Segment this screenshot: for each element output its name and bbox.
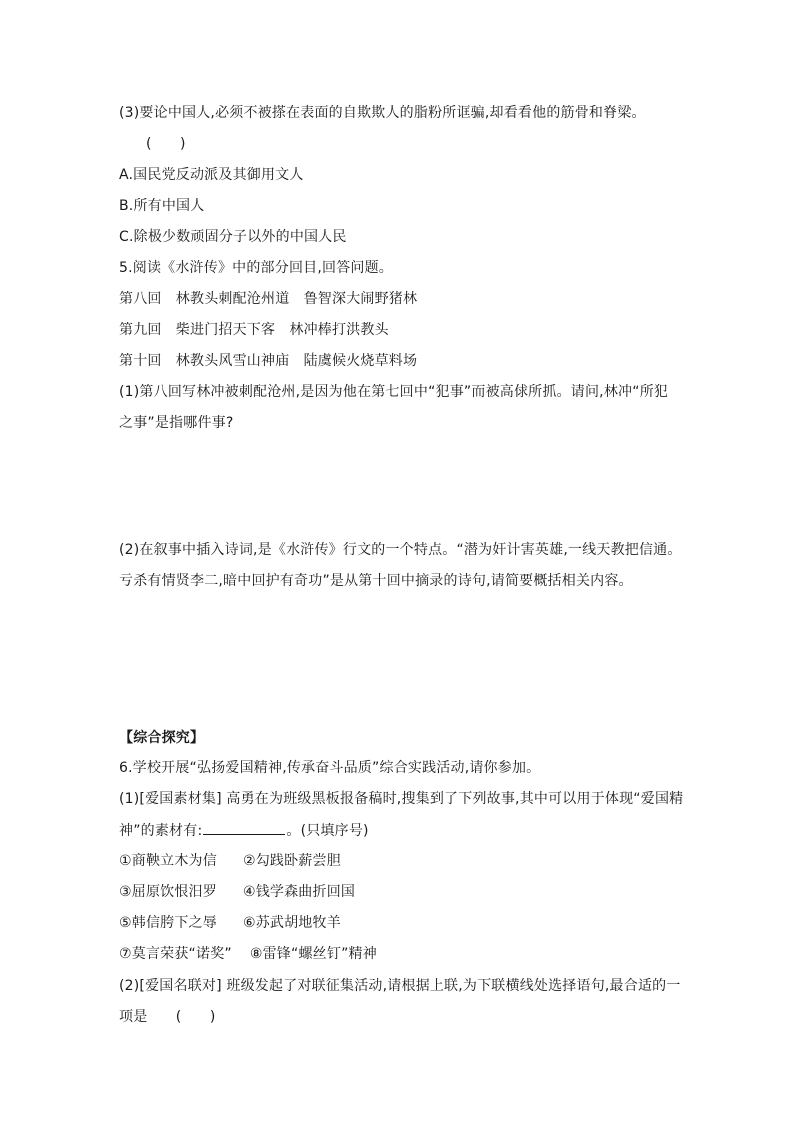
material-item: ⑧雷锋“螺丝钉”精神 bbox=[249, 946, 377, 962]
q5-sub1-line2: 之事”是指哪件事? bbox=[119, 415, 234, 431]
section-heading: 【综合探究】 bbox=[119, 730, 205, 746]
q6-sub2-line2: 项是 ( ) bbox=[119, 1009, 216, 1025]
chapter-title: 第十回 林教头风雪山神庙 陆虞候火烧草料场 bbox=[119, 353, 418, 369]
q6-stem: 6.学校开展“弘扬爱国精神,传承奋斗品质”综合实践活动,请你参加。 bbox=[119, 760, 541, 776]
option-b: B.所有中国人 bbox=[119, 198, 205, 214]
q5-sub1-line1: (1)第八回写林冲被刺配沧州,是因为他在第七回中“犯事”而被高俅所抓。请问,林冲“所犯 bbox=[119, 384, 669, 400]
material-item: ③屈原饮恨汨罗 bbox=[119, 884, 217, 900]
material-item: ④钱学森曲折回国 bbox=[242, 884, 356, 900]
material-item: ②勾践卧薪尝胆 bbox=[242, 853, 341, 869]
option-c: C.除极少数顽固分子以外的中国人民 bbox=[119, 229, 347, 245]
material-item: ⑥苏武胡地牧羊 bbox=[242, 915, 341, 931]
answer-parentheses: ( ) bbox=[146, 136, 186, 152]
material-row bbox=[119, 882, 355, 902]
q6-sub1-line2-start: 神”的素材有: bbox=[119, 823, 203, 839]
q4-sub3-text: (3)要论中国人,必须不被搽在表面的自欺欺人的脂粉所诓骗,却看看他的筋骨和脊梁。 bbox=[119, 105, 646, 121]
chapter-title: 第九回 柴进门招天下客 林冲棒打洪教头 bbox=[119, 322, 389, 338]
q6-sub1-line2-end: 。(只填序号) bbox=[286, 823, 369, 839]
q5-sub2-line1: (2)在叙事中插入诗词,是《水浒传》行文的一个特点。“潜为奸计害英雄,一线天教把信通。 bbox=[119, 542, 682, 558]
answer-blank[interactable] bbox=[203, 820, 285, 835]
q5-sub2-line2: 亏杀有情贤李二,暗中回护有奇功”是从第十回中摘录的诗句,请简要概括相关内容。 bbox=[119, 573, 633, 589]
q6-sub2-line1: (2)[爱国名联对] 班级发起了对联征集活动,请根据上联,为下联横线处选择语句,最合适的一 bbox=[119, 978, 681, 994]
material-item: ①商鞅立木为信 bbox=[119, 853, 217, 869]
material-item: ⑦莫言荣获“诺奖” bbox=[119, 946, 232, 962]
q5-stem: 5.阅读《水浒传》中的部分回目,回答问题。 bbox=[119, 260, 394, 276]
option-a: A.国民党反动派及其御用文人 bbox=[119, 167, 304, 183]
material-item: ⑤韩信胯下之辱 bbox=[119, 915, 217, 931]
chapter-title: 第八回 林教头刺配沧州道 鲁智深大闹野猪林 bbox=[119, 291, 418, 307]
material-row bbox=[119, 944, 377, 964]
material-row bbox=[119, 913, 341, 933]
material-row bbox=[119, 851, 341, 871]
q6-sub1-line1: (1)[爱国素材集] 高勇在为班级黑板报备稿时,搜集到了下列故事,其中可以用于体现“爱国精 bbox=[119, 791, 684, 807]
q6-sub1-line2 bbox=[119, 820, 369, 841]
